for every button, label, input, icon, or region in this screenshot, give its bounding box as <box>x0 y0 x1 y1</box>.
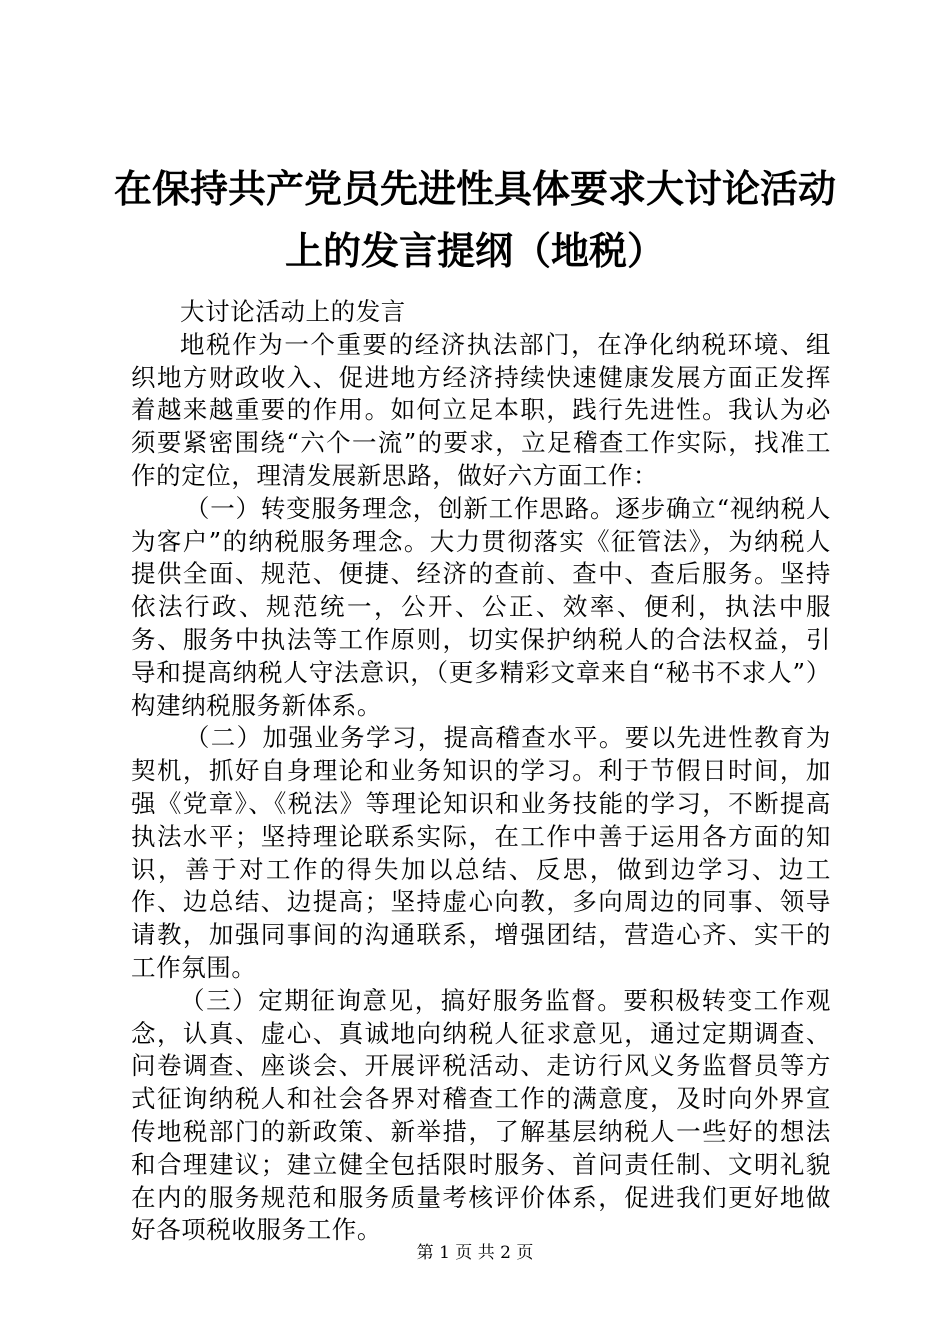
paragraph-intro-heading: 大讨论活动上的发言 <box>180 297 406 326</box>
paragraph-section-3: （三）定期征询意见，搞好服务监督。要积极转变工作观念，认真、虚心、真诚地向纳税人征求意见，通过定期调查、问卷调查、座谈会、开展评税活动、走访行风义务监督员等方式征询纳税人和社会各界对稽查工作的满意度，及时向外界宣传地税部门的新政策、新举措，了解基层纳税人一些好的想法和合理建议；建立健全包括限时服务、首问责任制、文明礼貌在内的服务规范和服务质量考核评价体系，促进我们更好地做好各项税收服务工作。 <box>131 985 831 1245</box>
document-body <box>131 296 831 1247</box>
document-title: 在保持共产党员先进性具体要求大讨论活动上的发言提纲（地税） <box>113 166 836 273</box>
paragraph-intro: 地税作为一个重要的经济执法部门，在净化纳税环境、组织地方财政收入、促进地方经济持续快速健康发展方面正发挥着越来越重要的作用。如何立足本职，践行先进性。我认为必须要紧密围绕“六个一流”的要求，立足稽查工作实际，找准工作的定位，理清发展新思路，做好六方面工作： <box>131 329 831 490</box>
paragraph-section-1: （一）转变服务理念，创新工作思路。逐步确立“视纳税人为客户”的纳税服务理念。大力贯彻落实《征管法》，为纳税人提供全面、规范、便捷、经济的查前、查中、查后服务。坚持依法行政、规范统一，公开、公正、效率、便利，执法中服务、服务中执法等工作原则，切实保护纳税人的合法权益，引导和提高纳税人守法意识，（更多精彩文章来自“秘书不求人”）构建纳税服务新体系。 <box>131 493 831 720</box>
page-number-footer: 第 1 页 共 2 页 <box>416 1243 534 1263</box>
paragraph-section-2: （二）加强业务学习，提高稽查水平。要以先进性教育为契机，抓好自身理论和业务知识的学习。利于节假日时间，加强《党章》、《税法》等理论知识和业务技能的学习，不断提高执法水平；坚持理论联系实际，在工作中善于运用各方面的知识，善于对工作的得失加以总结、反思，做到边学习、边工作、边总结、边提高；坚持虚心向教，多向周边的同事、领导请教，加强同事间的沟通联系，增强团结，营造心齐、实干的工作氛围。 <box>131 723 831 982</box>
